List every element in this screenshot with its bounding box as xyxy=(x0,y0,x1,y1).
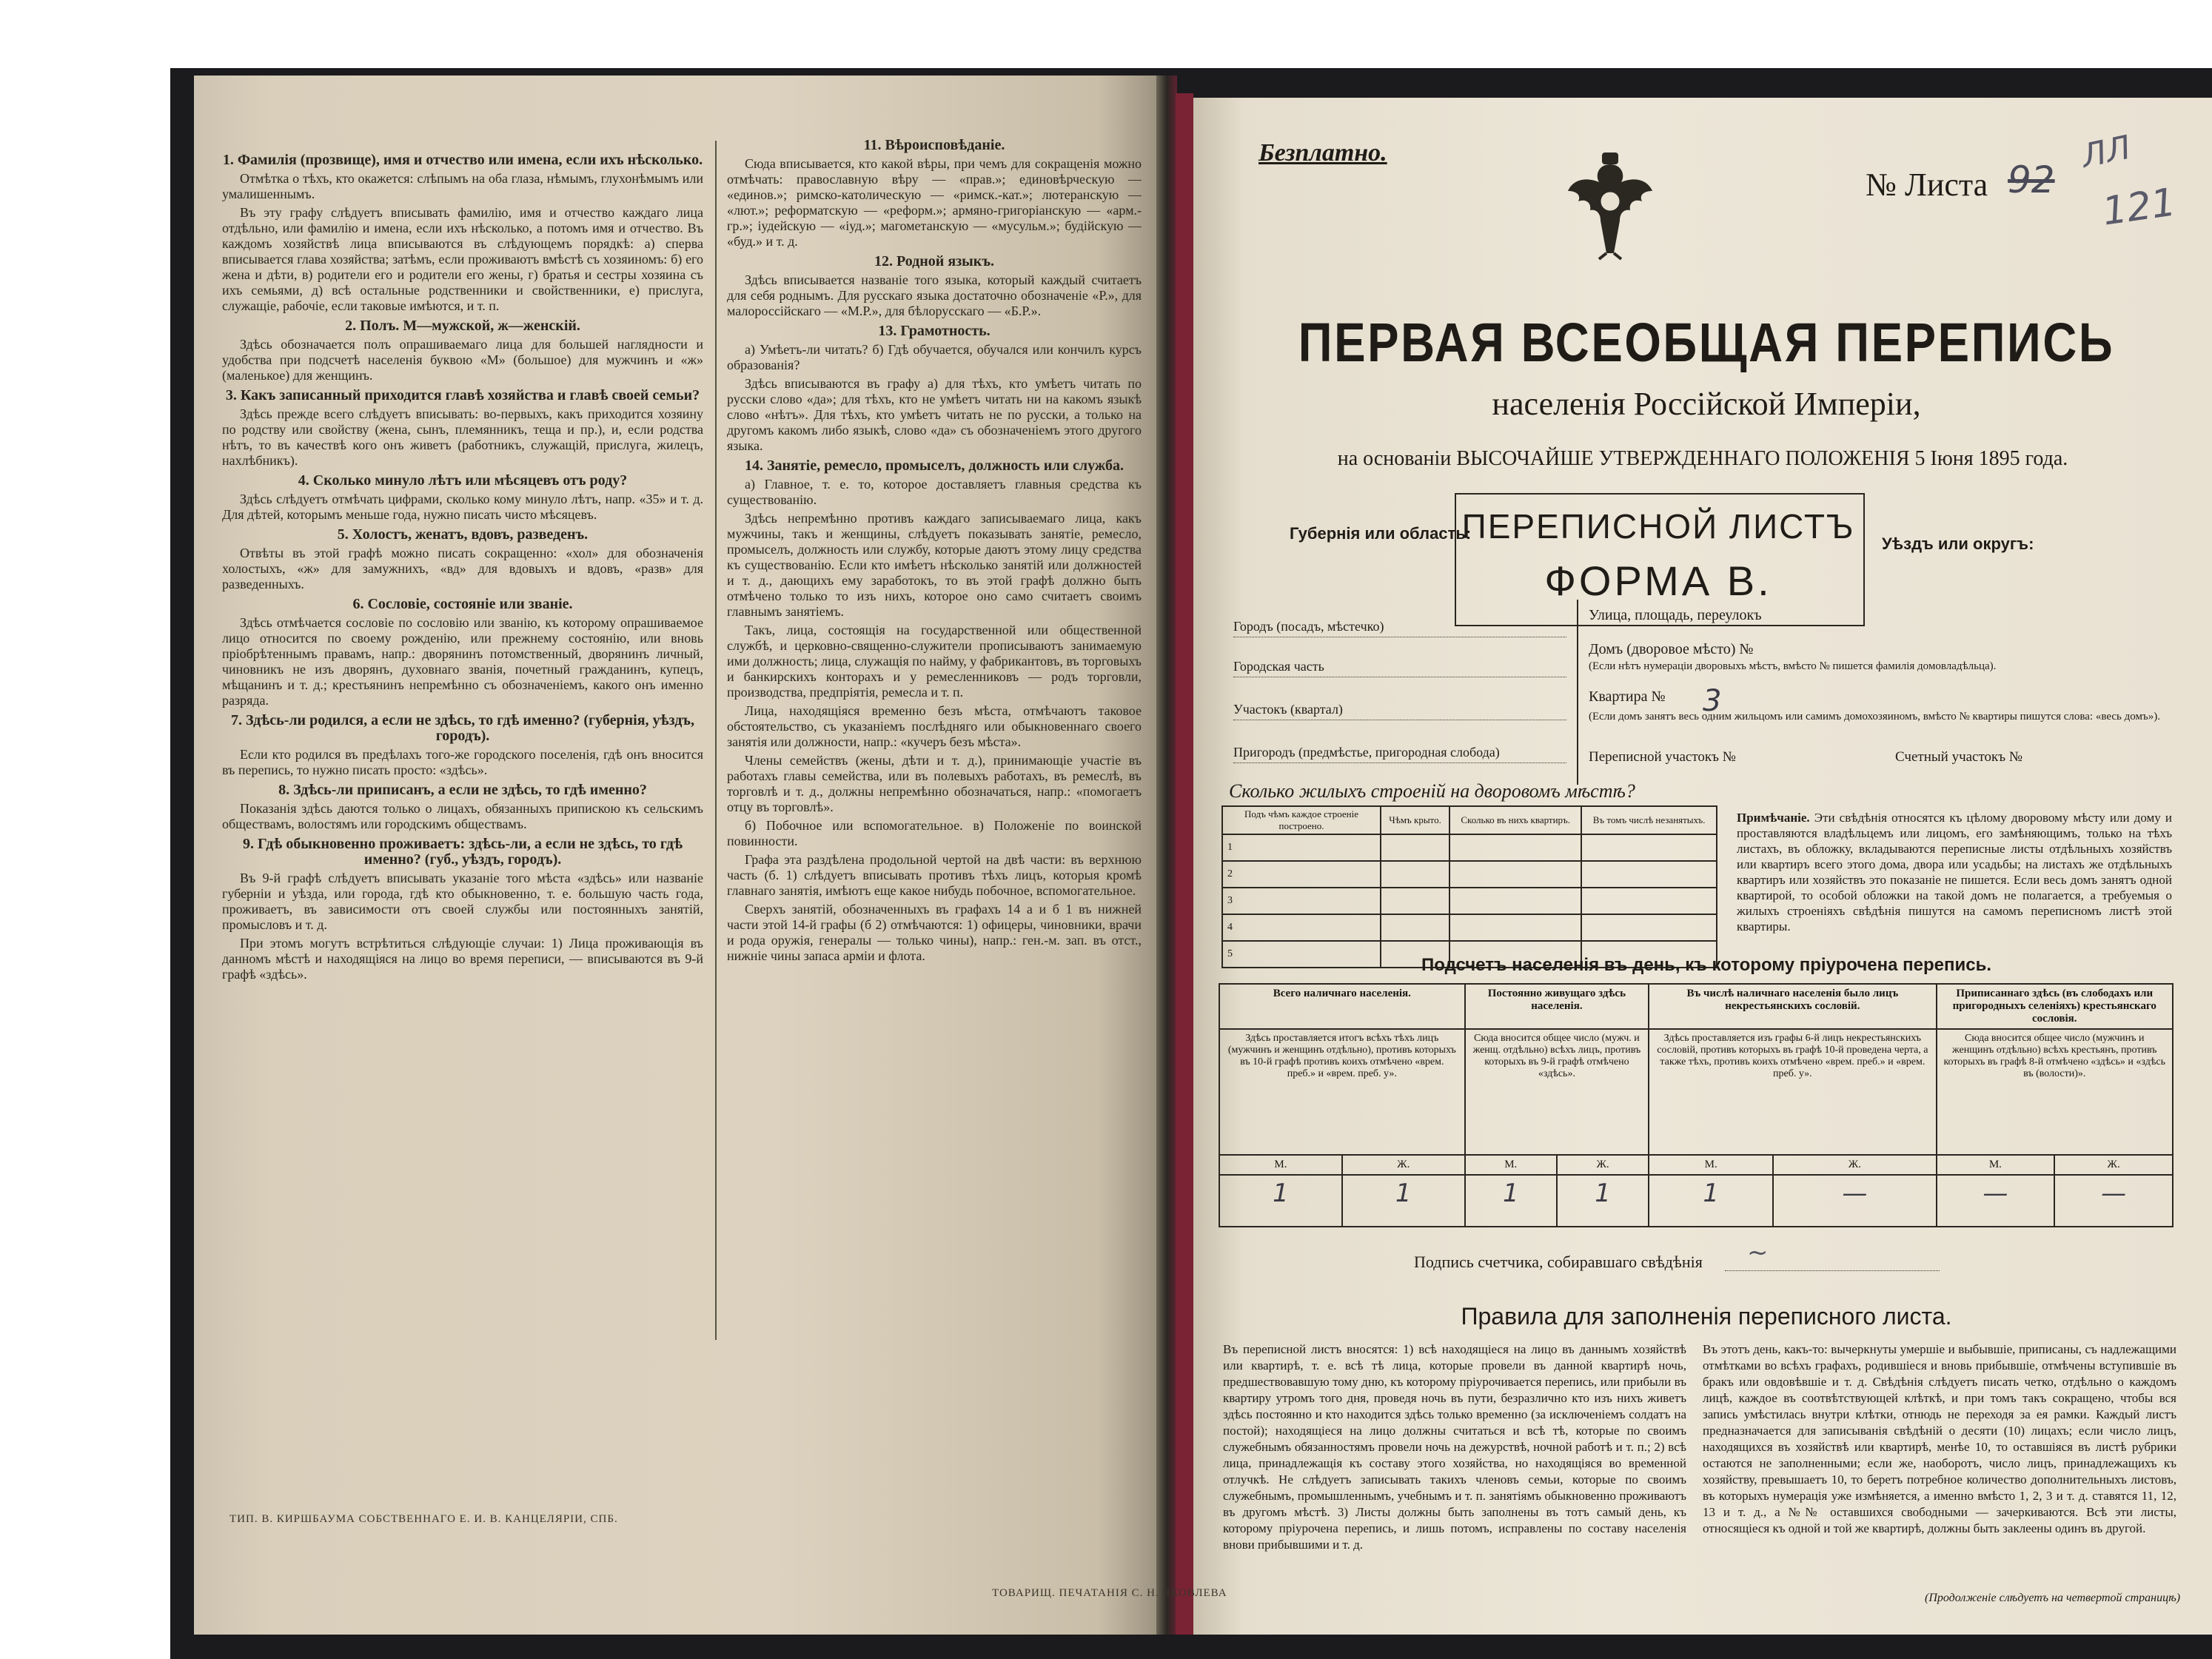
instruction-heading: 5. Холостъ, женатъ, вдовъ, разведенъ. xyxy=(337,526,589,543)
buildings-cell xyxy=(1449,914,1581,941)
printer-imprint-left: ТИП. В. КИРШБАУМА СОБСТВЕННАГО Е. И. В. КАНЦЕЛЯРІИ, СПБ. xyxy=(229,1513,618,1525)
count-value: 1 xyxy=(1342,1175,1465,1227)
instruction-paragraph: б) Побочное или вспомогательное. в) Положеніе по воинской повинности. xyxy=(727,818,1142,848)
buildings-header: Чѣмъ крыто. xyxy=(1381,806,1449,834)
instruction-paragraph: Графа эта раздѣлена продольной чертой на двѣ части: въ верхнюю часть (б. 1) слѣдуетъ вписывать противъ тѣхъ лицъ, которыя кромѣ главнаго занятія, имѣютъ еще какое нибудь побочное, вспомогательное. xyxy=(727,852,1142,898)
address-field-label: Пригородъ (предмѣстье, пригородная слобода) xyxy=(1233,745,1500,760)
note-text: Эти свѣдѣнія относятся къ цѣлому дворовому мѣсту или дому и проставляются владѣльцемъ или лицомъ, его замѣняющимъ, только на тѣхъ листахъ, въ обложку, вкладываются переписные листы отдѣльныхъ хозяйствъ или квартиръ всего этого дома, двора или усадьбы; на листахъ же отдѣльныхъ квартиръ или хозяйствъ это показаніе не пишется. Если весь домъ занятъ одной квартирой, то особой обложки на такой домъ не полагается, а требуемыя о жилыхъ строеніяхъ свѣдѣнія пишутся на самомъ переписномъ листѣ этой квартиры. xyxy=(1737,811,2172,934)
instruction-heading: 13. Грамотность. xyxy=(878,323,991,339)
census-subtitle: населенія Россійской Имперіи, xyxy=(1492,386,1921,422)
instruction-heading: 2. Полъ. М—мужской, ж—женскій. xyxy=(345,318,580,334)
count-header: Приписаннаго здѣсь (въ слободахъ или пригородныхъ селеніяхъ) крестьянскаго сословія. xyxy=(1937,984,2174,1029)
address-field-label: Переписной участокъ № xyxy=(1589,749,1736,765)
instruction-paragraph: Въ 9-й графѣ слѣдуетъ вписывать указаніе того мѣста «здѣсь» или названіе губерніи и уѣзда, или города, гдѣ кто обыкновенно, т. е. большую часть года, проживаетъ, въ зависимости отъ своей службы или постоянныхъ занятій, промысловъ и т. д. xyxy=(222,871,703,932)
address-field-label: (Если домъ занятъ весь одним жильцомъ или самимъ домохозяиномъ, вмѣсто № квартиры пишутся слова: «весь домъ»). xyxy=(1589,711,2160,723)
sheet-number-alt: 121 xyxy=(2099,180,2179,235)
instruction-paragraph: Здѣсь вписывается названіе того языка, который каждый считаетъ для себя роднымъ. Для русскаго языка достаточно обозначеніе «Р.», для малороссійскаго — «М.Р.», для бѣлорусскаго — «Б.Р.». xyxy=(727,272,1142,318)
instructions-column-1 xyxy=(222,148,703,1333)
instruction-paragraph: При этомъ могутъ встрѣтиться слѣдующіе случаи: 1) Лица проживающія въ данномъ мѣстѣ и находящіяся на лицо во время переписи, — вписываются въ 9-й графѣ «здѣсь». xyxy=(222,936,703,982)
sex-column-label: М. xyxy=(1649,1155,1773,1175)
instruction-paragraph: Здѣсь непремѣнно противъ каждаго записываемаго лица, какъ мужчины, такъ и женщины, слѣдуетъ показывать занятіе, ремесло, промыселъ, должность или службу, которые даютъ этому лицу средства къ существованію. Если кто имѣетъ нѣсколько занятій или должностей и т. д., дающихъ ему заработокъ, то въ этой графѣ должно быть отмѣчено только то изъ нихъ, которое оно само считаетъ своимъ главнымъ занятіемъ. xyxy=(727,511,1142,619)
address-field-label: Улица, площадь, переулокъ xyxy=(1589,607,1762,623)
instruction-paragraph: а) Главное, т. е. то, которое доставляетъ главныя средства къ существованію. xyxy=(727,477,1142,507)
instruction-paragraph: Здѣсь слѣдуетъ отмѣчать цифрами, сколько кому минуло лѣтъ, напр. «35» и т. д. Для дѣтей, которымъ меньше года, нужно писать чисто мѣсяцевъ. xyxy=(222,492,703,522)
guberniya-label: Губернія или область: xyxy=(1290,524,1472,543)
count-header: Постоянно живущаго здѣсь населенія. xyxy=(1465,984,1649,1029)
sheet-number-label: № Листа xyxy=(1866,167,1988,203)
address-field-label: Домъ (дворовое мѣсто) № xyxy=(1589,641,1754,657)
count-value: — xyxy=(1937,1175,2055,1227)
sex-column-label: Ж. xyxy=(2054,1155,2173,1175)
buildings-cell xyxy=(1581,888,1717,914)
instruction-paragraph: Отвѣты въ этой графѣ можно писать сокращенно: «хол» для обозначенія холостыхъ, «ж» для замужнихъ, «вд» для вдовыхъ и вдовъ, «разв» для разведенныхъ. xyxy=(222,546,703,591)
count-description: Здѣсь проставляется изъ графы 6-й лицъ некрестьянскихъ сословій, противъ которыхъ въ графѣ 10-й проведена черта, а также тѣхъ, противъ коихъ отмѣчено «врем. преб.» и «врем. преб. у». xyxy=(1649,1029,1936,1155)
buildings-cell xyxy=(1449,861,1581,888)
instruction-paragraph: а) Умѣетъ-ли читать? б) Гдѣ обучается, обучался или кончилъ курсъ образованія? xyxy=(727,342,1142,372)
buildings-row-number: 5 xyxy=(1222,941,1381,968)
count-value: 1 xyxy=(1649,1175,1773,1227)
buildings-header: Сколько въ нихъ квартиръ. xyxy=(1449,806,1581,834)
instruction-heading: 9. Гдѣ обыкновенно проживаетъ: здѣсь-ли, а если не здѣсь, то гдѣ именно? (губ., уѣздъ, городъ). xyxy=(242,836,683,868)
buildings-cell xyxy=(1381,914,1449,941)
address-field-label: Городская часть xyxy=(1233,659,1324,674)
buildings-header: Подъ чѣмъ каждое строеніе построено. xyxy=(1222,806,1381,834)
instruction-heading: 1. Фамилія (прозвище), имя и отчество или имена, если ихъ нѣсколько. xyxy=(222,152,703,168)
list-title: ПЕРЕПИСНОЙ ЛИСТЪ xyxy=(1461,507,1855,546)
archive-mark: ЛЛ xyxy=(2078,128,2134,176)
instruction-heading: 4. Сколько минуло лѣтъ или мѣсяцевъ отъ роду? xyxy=(298,472,628,489)
sex-column-label: Ж. xyxy=(1773,1155,1936,1175)
instruction-paragraph: Если кто родился въ предѣлахъ того-же городского поселенія, гдѣ онъ вносится въ перепись, то нужно писать просто: «здѣсь». xyxy=(222,747,703,777)
buildings-cell xyxy=(1381,888,1449,914)
instruction-heading: 8. Здѣсь-ли приписанъ, а если не здѣсь, то гдѣ именно? xyxy=(278,782,647,798)
buildings-cell xyxy=(1581,861,1717,888)
buildings-cell xyxy=(1381,861,1449,888)
population-count-table xyxy=(1219,983,2174,1227)
address-field-label: Городъ (посадъ, мѣстечко) xyxy=(1233,619,1384,634)
rules-continued: (Продолженіе слѣдуетъ на четвертой страницѣ) xyxy=(1925,1592,2181,1604)
instruction-heading: 14. Занятіе, ремесло, промыселъ, должность или служба. xyxy=(744,458,1125,474)
sex-column-label: Ж. xyxy=(1342,1155,1465,1175)
buildings-table xyxy=(1221,805,1717,968)
buildings-row-number: 2 xyxy=(1222,861,1381,888)
instruction-paragraph: Показанія здѣсь даются только о лицахъ, обязанныхъ припискою къ сельскимъ обществамъ, волостямъ или городскимъ обществамъ. xyxy=(222,801,703,831)
instruction-paragraph: Сверхъ занятій, обозначенныхъ въ графахъ 14 а и б 1 въ нижней части этой 14-й графы (б 2) отмѣчаются: 1) офицеры, чиновники, врачи и рода оружія, генералы — только чины), напр.: ген.-м. зап. въ отст., нижніе чины запаса арміи и флота. xyxy=(727,902,1142,963)
courtyard-question: Сколько жилыхъ строеній на дворовомъ мѣстѣ? xyxy=(1229,780,1635,802)
note-label: Примѣчаніе. xyxy=(1737,811,1810,825)
instruction-heading: 6. Сословіе, состояніе или званіе. xyxy=(352,596,573,612)
printer-imprint-right: ТОВАРИЩ. ПЕЧАТАНІЯ С. Н. ЯКОВЛЕВА xyxy=(992,1587,1227,1599)
instruction-paragraph: Здѣсь вписываются въ графу а) для тѣхъ, кто умѣетъ читать по русски слово «да»; для тѣхъ, кто не умѣетъ читать ни на какомъ языкѣ слово «нѣтъ». Для тѣхъ, кто умѣетъ читать не по русски, а только на другомъ какомъ либо языкѣ, слово «да» съ обозначеніемъ этого другого языка. xyxy=(727,376,1142,453)
form-letter: ФОРМА В. xyxy=(1544,557,1772,604)
count-title: Подсчетъ населенія въ день, къ которому пріурочена перепись. xyxy=(1421,955,1991,975)
count-value: 1 xyxy=(1465,1175,1557,1227)
instruction-paragraph: Отмѣтка о тѣхъ, кто окажется: слѣпымъ на оба глаза, нѣмымъ, глухонѣмымъ или умалишеннымъ. xyxy=(222,171,703,201)
rules-text-right: Въ этотъ день, какъ-то: вычеркнуты умершіе и выбывшіе, приписаны, съ надлежащими отмѣтками во всѣхъ графахъ, родившіеся и вновь прибывшіе, отмѣчены вступившіе въ бракъ или овдовѣвшіе и т. д. Свѣдѣнія слѣдуетъ писать четко, отдѣльно о каждомъ лицѣ, каждое въ соотвѣтствующей клѣткѣ, и при томъ такъ сокращено, чтобы вся запись умѣстилась внутри клѣтки, отнюдь не переходя за ея рамки. Каждый листъ предназначается для записыванія свѣдѣній о десяти (10) лицахъ; если число лицъ, находящихся въ хозяйствѣ или квартирѣ, менѣе 10, то оставшіяся въ листѣ рубрики остаются не заполненными; если же, наоборотъ, число лицъ, принадлежащихъ къ хозяйству, превышаетъ 10, то беретъ потребное количество дополнительныхъ листовъ, въ которыхъ нумерація уже измѣняется, а именно вмѣсто 1, 2, 3 и т. д. ставятся 11, 12, 13 и т. д., а №№ оставшихся свободными — зачеркиваются. Всѣ эти листы, относящіеся къ одной и той же квартирѣ, должны быть заклеены одинъ въ другой. xyxy=(1703,1342,2176,1535)
enumerator-signature: ~ xyxy=(1747,1238,1769,1267)
sex-column-label: М. xyxy=(1219,1155,1342,1175)
buildings-row-number: 1 xyxy=(1222,834,1381,861)
count-header: Всего наличнаго населенія. xyxy=(1219,984,1465,1029)
apartment-value: 3 xyxy=(1703,684,1722,718)
binding-ribbon xyxy=(1176,93,1193,1635)
buildings-row-number: 4 xyxy=(1222,914,1381,941)
census-title: ПЕРВАЯ ВСЕОБЩАЯ ПЕРЕПИСЬ xyxy=(1298,312,2115,373)
rules-text-left: Въ переписной листъ вносятся: 1) всѣ находящіеся на лицо въ даннымъ хозяйствѣ или квартирѣ, т. е. всѣ тѣ лица, которые провели въ данной квартирѣ ночь, предшествовавшую тому дню, къ которому пріурочивается перепись, или прибыли въ квартиру утромъ того дня, проведя ночь въ пути, безразлично кто изъ нихъ живетъ здѣсь постоянно и кто находится здѣсь только временно (за исключеніемъ солдатъ на постой); находящіеся на лицо должны считаться и всѣ тѣ, которые по своимъ служебнымъ обязанностямъ провели ночь на дежурствѣ, ночной работѣ и т. п.; 2) всѣ лица, принадлежащія къ составу этого хозяйства, но находящіяся во временной отлучкѣ. Не слѣдуетъ записывать такихъ членовъ семьи, которые по своимъ служебнымъ, промышленнымъ, учебнымъ и т. п. занятіямъ обыкновенно проживаютъ въ другомъ мѣстѣ. 3) Листы должны быть заполнены въ тотъ самый день, къ которому пріурочена перепись, и лишь потомъ, исправлены по составу населенія внови прибывшими и т. д. xyxy=(1223,1342,1686,1552)
instruction-paragraph: Такъ, лица, состоящія на государственной или общественной службѣ, и церковно-священно-служители прописываютъ занимаемую ими должность; лица, служащія по найму, у фабрикантовъ, въ торговыхъ и банкирскихъ конторахъ и у ремесленниковъ — родъ торговли, производства, предпріятія, ремесла и т. п. xyxy=(727,623,1142,700)
instruction-paragraph: Здѣсь отмѣчается сословіе по сословію или званію, къ которому опрашиваемое лицо относится по своему рожденію, или прежнему состоянію, или вновь пріобрѣтеннымъ правамъ, напр.: дворянинъ потомственный, дворянинъ личный, чиновникъ не изъ дворянъ, духовнаго званія, почетный гражданинъ, купецъ, мѣщанинъ и т. д.; крестьянинъ непремѣнно съ обозначеніемъ, какого онъ именно разряда. xyxy=(222,615,703,708)
address-divider xyxy=(1577,600,1578,785)
book-gutter xyxy=(1156,76,1177,1635)
signature-line xyxy=(1725,1270,1940,1271)
buildings-header: Въ томъ числѣ незанятыхъ. xyxy=(1581,806,1717,834)
count-description: Сюда вносится общее число (мужчинъ и женщинъ отдѣльно) всѣхъ крестьянъ, противъ которыхъ въ графѣ 8-й отмѣчено «здѣсь» и «здѣсь въ (волости)». xyxy=(1937,1029,2174,1155)
double-headed-eagle-emblem xyxy=(1562,150,1658,261)
buildings-cell xyxy=(1381,834,1449,861)
instruction-paragraph: Члены семействъ (жены, дѣти и т. д.), принимающіе участіе въ работахъ главы семейства, или въ полевыхъ работахъ, въ ремеслѣ, въ торговлѣ и т. д., должны непремѣнно обозначаться, напр.: «помогаетъ отцу въ торговлѣ». xyxy=(727,753,1142,814)
sheet-number-value: 92 xyxy=(2008,158,2055,201)
rules-title: Правила для заполненія переписного листа. xyxy=(1461,1303,1952,1330)
instruction-heading: 7. Здѣсь-ли родился, а если не здѣсь, то гдѣ именно? (губернія, уѣздъ, городъ). xyxy=(231,712,694,744)
instruction-paragraph: Въ эту графу слѣдуетъ вписывать фамилію, имя и отчество каждаго лица отдѣльно, или фамилію и имена, если ихъ нѣсколько, а потомъ имя и отчество. Въ каждомъ хозяйствѣ лица вписываются въ слѣдующемъ порядкѣ: а) сперва вписывается глава хозяйства; затѣмъ, если проживаютъ вмѣстѣ съ хозяиномъ: б) его жена и дѣти, в) родители его и родители его жены, г) братья и сестры хозяина съ ихъ семьями, д) всѣ остальные родственники и свойственники, е) прислуга, служащіе, рабочіе, если таковые имѣются, и т. п. xyxy=(222,205,703,313)
column-rule xyxy=(715,141,717,1340)
signature-label: Подпись счетчика, собиравшаго свѣдѣнія xyxy=(1414,1253,1703,1271)
address-field-label: (Если нѣтъ нумераціи дворовыхъ мѣстъ, вмѣсто № пишется фамилія домовладѣльца). xyxy=(1589,660,1997,672)
free-label: Безплатно. xyxy=(1259,139,1387,167)
instruction-heading: 11. Вѣроисповѣданіе. xyxy=(863,137,1005,153)
uezd-label: Уѣздъ или округъ: xyxy=(1882,534,2034,553)
instructions-column-2 xyxy=(727,133,1142,1436)
instruction-paragraph: Здѣсь прежде всего слѣдуетъ вписывать: во-первыхъ, какъ приходится хозяину по родству или свойству (жена, сынъ, племянникъ, теща и пр.), и, если родства нѣтъ, то въ качествѣ кого онъ живетъ (работникъ, служащій, прислуга, жилецъ, нахлѣбникъ). xyxy=(222,406,703,468)
buildings-cell xyxy=(1581,914,1717,941)
address-field-label: Счетный участокъ № xyxy=(1895,749,2022,765)
buildings-cell xyxy=(1449,888,1581,914)
buildings-row-number: 3 xyxy=(1222,888,1381,914)
count-description: Сюда вносится общее число (мужч. и женщ. отдѣльно) всѣхъ лицъ, противъ которыхъ въ 9-й графѣ отмѣчено «здѣсь». xyxy=(1465,1029,1649,1155)
count-value: 1 xyxy=(1219,1175,1342,1227)
address-field-label: Участокъ (квартал) xyxy=(1233,702,1343,717)
count-value: — xyxy=(2054,1175,2173,1227)
count-description: Здѣсь проставляется итогъ всѣхъ тѣхъ лицъ (мужчинъ и женщинъ отдѣльно), противъ которыхъ въ 10-й графѣ противъ коихъ отмѣчено «врем. преб.» и «врем. преб. у». xyxy=(1219,1029,1465,1155)
instruction-paragraph: Сюда вписывается, кто какой вѣры, при чемъ для сокращенія можно отмѣчать: православную вѣру — «прав.»; единовѣрческую — «единов.»; римско-католическую — «римск.-кат.»; лютеранскую — «лют.»; реформатскую — «реформ.»; армяно-григоріанскую — «арм.-гр.»; іудейскую — «іуд.»; магометанскую — «мусульм.»; будійскую — «буд.» и т. д. xyxy=(727,156,1142,249)
count-value: — xyxy=(1773,1175,1936,1227)
sex-column-label: М. xyxy=(1937,1155,2055,1175)
count-value: 1 xyxy=(1557,1175,1649,1227)
legal-basis: на основаніи ВЫСОЧАЙШЕ УТВЕРЖДЕННАГО ПОЛОЖЕНІЯ 5 Іюня 1895 года. xyxy=(1337,447,2068,470)
address-field-label: Квартира № xyxy=(1589,688,1666,705)
instruction-heading: 12. Родной языкъ. xyxy=(874,253,994,269)
instruction-heading: 3. Какъ записанный приходится главѣ хозяйства и главѣ своей семьи? xyxy=(225,387,700,403)
instruction-paragraph: Лица, находящіяся временно безъ мѣста, отмѣчаютъ таковое обстоятельство, съ указаніемъ послѣдняго или обыкновеннаго своего занятія или должности, напр.: «кучеръ безъ мѣста». xyxy=(727,703,1142,749)
sex-column-label: Ж. xyxy=(1557,1155,1649,1175)
count-header: Въ числѣ наличнаго населенія было лицъ некрестьянскихъ сословій. xyxy=(1649,984,1936,1029)
buildings-cell xyxy=(1449,834,1581,861)
instruction-paragraph: Здѣсь обозначается полъ опрашиваемаго лица для большей наглядности и удобства при подсчетѣ населенія буквою «М» (большое) для мужчинъ и «ж» (маленькое) для женщинъ. xyxy=(222,337,703,383)
buildings-note xyxy=(1737,810,2172,934)
buildings-cell xyxy=(1581,834,1717,861)
sex-column-label: М. xyxy=(1465,1155,1557,1175)
